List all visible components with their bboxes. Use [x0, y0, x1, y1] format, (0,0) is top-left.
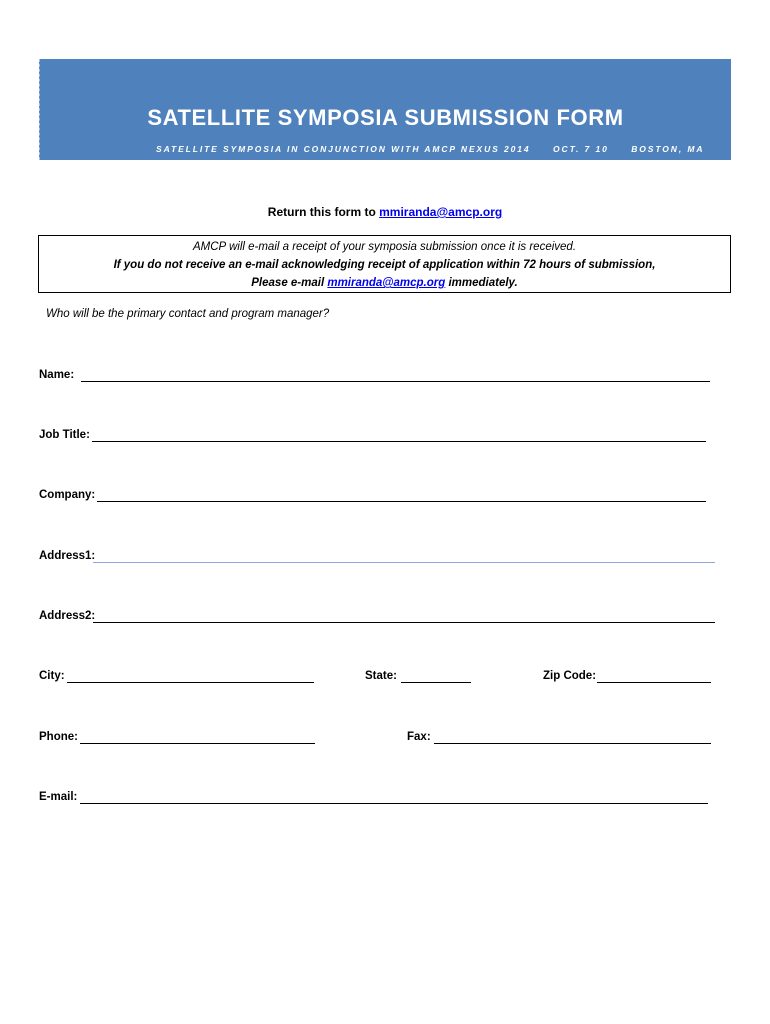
- city-label: City:: [39, 670, 65, 682]
- header-subtitle: [156, 144, 704, 154]
- job-title-label: Job Title:: [39, 429, 90, 441]
- state-label: State:: [365, 670, 397, 682]
- zip-field[interactable]: [597, 682, 711, 683]
- name-label: Name:: [39, 369, 75, 381]
- state-field[interactable]: [401, 682, 471, 683]
- notice-line-3: [39, 274, 730, 292]
- company-field[interactable]: [97, 501, 706, 502]
- email-field[interactable]: [80, 803, 708, 804]
- subtitle-event: SATELLITE SYMPOSIA IN CONJUNCTION WITH AMCP NEXUS 2014: [156, 144, 531, 154]
- contact-question: Who will be the primary contact and program manager?: [46, 308, 330, 320]
- notice-line-3-prefix: Please e-mail: [251, 277, 328, 289]
- subtitle-date: OCT. 7 10: [553, 144, 609, 154]
- notice-box: [38, 235, 731, 293]
- fax-field[interactable]: [434, 743, 711, 744]
- notice-line-1: AMCP will e-mail a receipt of your symposia submission once it is received.: [192, 241, 577, 253]
- address2-field[interactable]: [93, 622, 715, 623]
- phone-label: Phone:: [39, 731, 78, 743]
- return-instruction: [0, 205, 770, 219]
- address1-field[interactable]: [93, 562, 715, 563]
- header-band: [39, 59, 731, 160]
- address2-label: Address2:: [39, 610, 96, 622]
- return-email-link[interactable]: mmiranda@amcp.org: [379, 205, 503, 219]
- phone-field[interactable]: [80, 743, 315, 744]
- name-field[interactable]: [81, 381, 710, 382]
- city-field[interactable]: [67, 682, 314, 683]
- notice-line-2: If you do not receive an e-mail acknowledging receipt of application within 72 hours of submission,: [113, 259, 656, 271]
- address1-label: Address1:: [39, 550, 96, 562]
- email-label: E-mail:: [39, 791, 78, 803]
- notice-line-3-suffix: immediately.: [445, 277, 518, 289]
- form-title: SATELLITE SYMPOSIA SUBMISSION FORM: [147, 105, 624, 130]
- job-title-field[interactable]: [92, 441, 706, 442]
- notice-email-link[interactable]: mmiranda@amcp.org: [327, 277, 446, 289]
- return-prefix: Return this form to: [267, 205, 380, 219]
- company-label: Company:: [39, 489, 96, 501]
- zip-label: Zip Code:: [543, 670, 597, 682]
- fax-label: Fax:: [407, 731, 431, 743]
- subtitle-location: BOSTON, MA: [631, 144, 705, 154]
